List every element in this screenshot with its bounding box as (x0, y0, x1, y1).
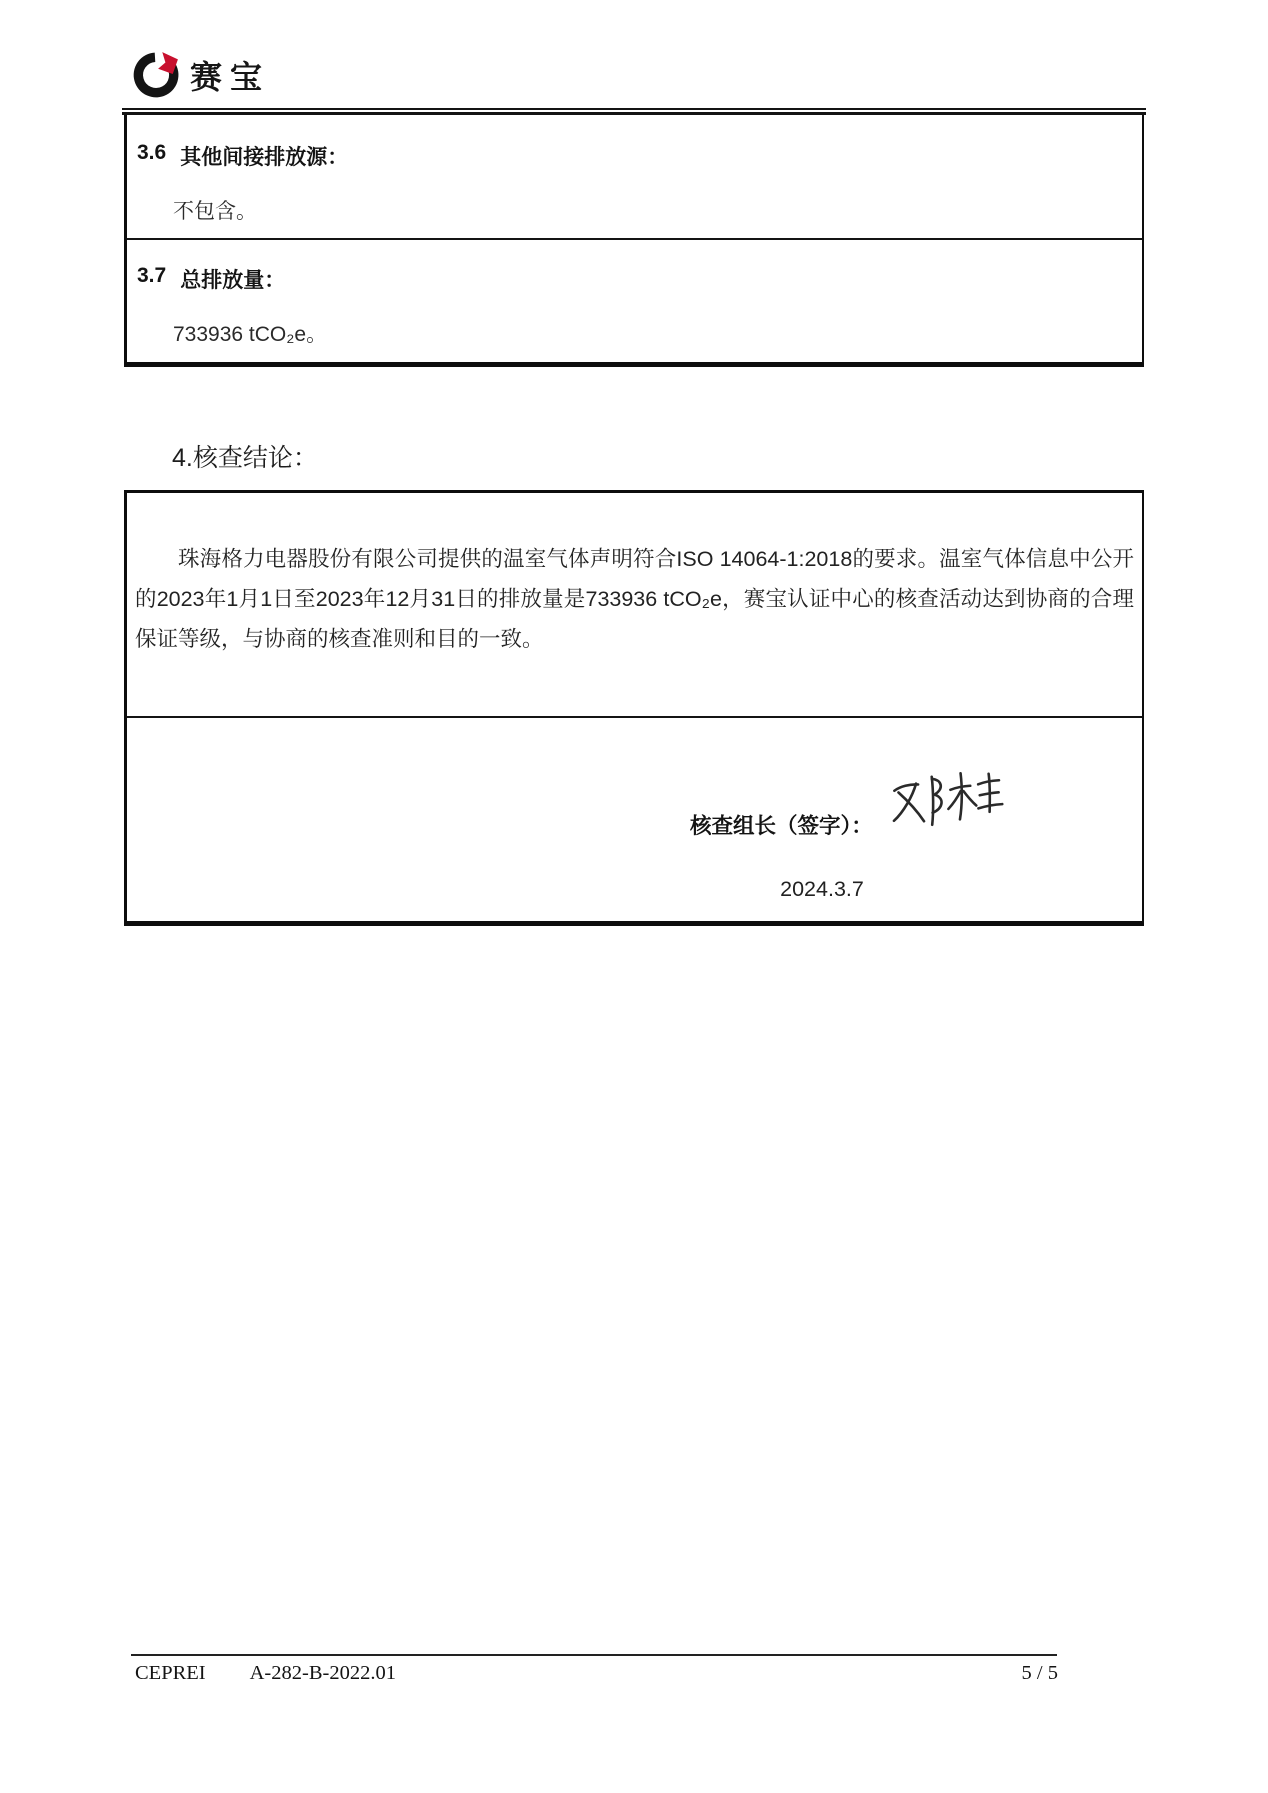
section-3-6-heading (137, 141, 348, 171)
section-3-7-title: 总排放量： (180, 269, 286, 292)
signature-label: 核查组长（签字）： (690, 814, 873, 838)
conclusion-section-heading: 4.核查结论： (172, 444, 318, 472)
emissions-summary-box (124, 115, 1144, 367)
conclusion-paragraph: 珠海格力电器股份有限公司提供的温室气体声明符合ISO 14064-1:2018的要求。温室气体信息中公开的2023年1月1日至2023年12月31日的排放量是733936 tCO₂e，赛宝认证中心的核查活动达到协商的合理保证等级，与协商的核查准则和目的一致。 (135, 547, 1134, 651)
header-double-rule (122, 108, 1146, 115)
section-3-6-title: 其他间接排放源： (180, 146, 349, 169)
conclusion-box (124, 490, 1144, 926)
conclusion-date: 2024.3.7 (780, 877, 864, 901)
brand-name: 赛宝 (190, 59, 271, 95)
cepre-c-star-icon (130, 50, 180, 100)
section-3-6-number: 3.6 (137, 141, 167, 164)
footer-rule (131, 1654, 1057, 1656)
section-3-7-number: 3.7 (137, 264, 167, 287)
footer-left (135, 1662, 396, 1685)
footer-org: CEPREI (135, 1662, 206, 1684)
signature-handwriting-icon (885, 762, 1009, 840)
footer-page-number: 5 / 5 (1021, 1662, 1058, 1684)
header-logo (130, 50, 270, 100)
section-3-6-body: 不包含。 (173, 200, 257, 223)
total-emissions-value: 733936 tCO₂e。 (173, 323, 328, 346)
conclusion-box-divider (127, 716, 1142, 718)
summary-box-divider (127, 238, 1142, 240)
section-3-7-heading (137, 264, 285, 294)
footer-doc-number: A-282-B-2022.01 (249, 1662, 396, 1684)
